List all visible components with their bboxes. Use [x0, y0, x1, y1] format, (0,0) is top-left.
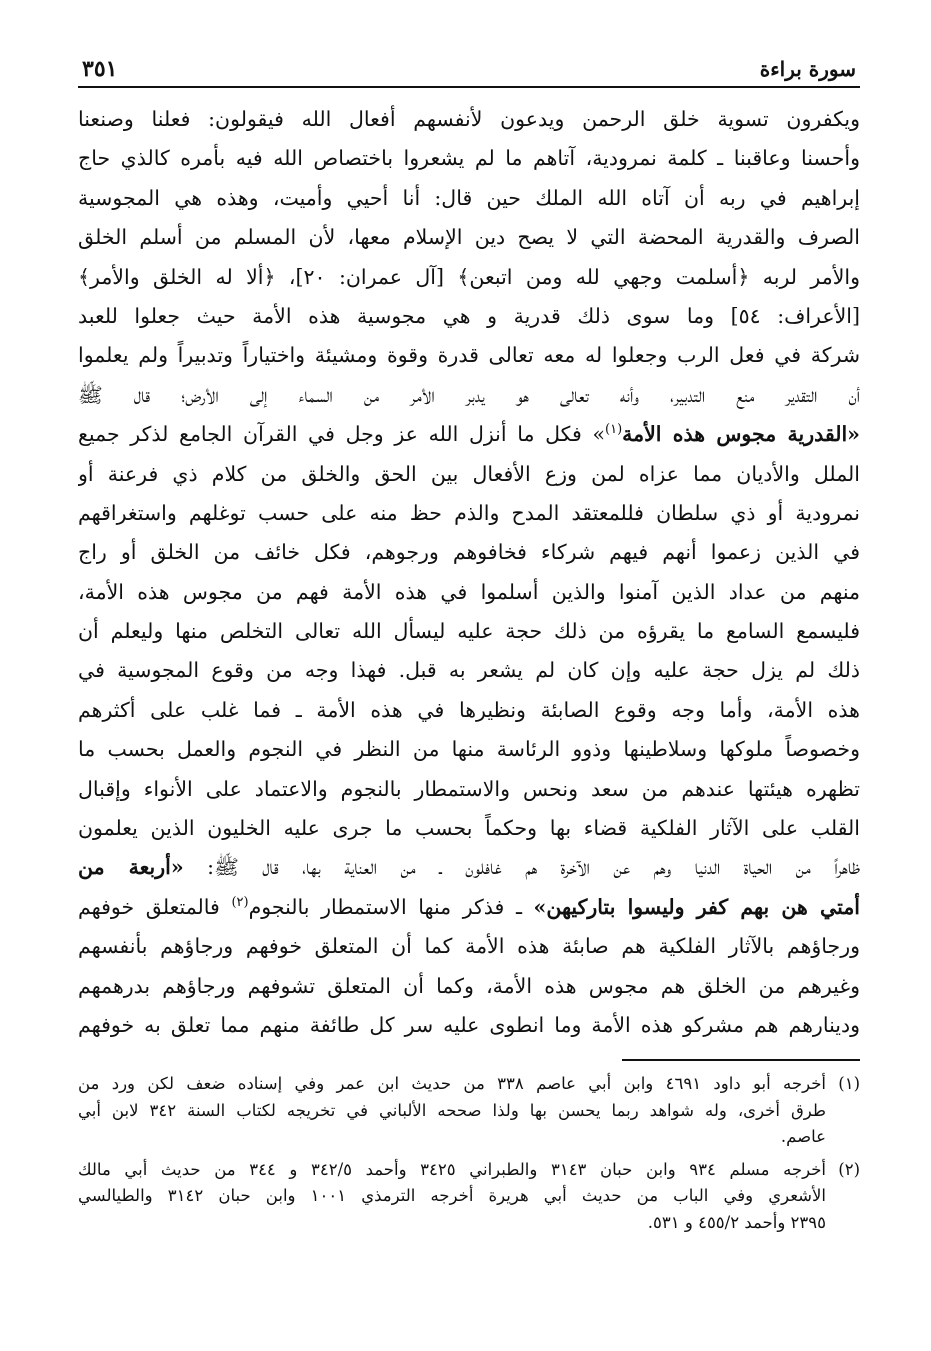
text-line [78, 612, 860, 651]
surah-title: سورة براءة [759, 57, 856, 81]
text-segment: تظهره هيئتها عندهم من سعد ونحس والاستمطار بالنجوم والاعتماد على الأنواء وإقبال [78, 776, 860, 801]
text-segment: فالمتعلق خوفهم [78, 894, 232, 919]
text-line [78, 651, 860, 690]
text-segment: » فكل ما أنزل الله عز وجل في القرآن الجامع لذكر جميع [78, 422, 605, 447]
footnote-marker: (١) [605, 422, 623, 438]
text-segment: ودينارهم هم مشركو هذه الأمة وما انطوى عليه سر كل طائفة منهم مما تعلق به خوفهم [78, 1012, 860, 1037]
footnote-line: ٢٣٩٥ وأحمد ٤٥٥/٢ و ٥٣١. [647, 1212, 826, 1232]
footnote-line: طرق أخرى، وله شواهد ربما يحسن بها ولذا صححه الألباني في تخريجه لكتاب السنة ٣٤٢ لابن أبي [78, 1100, 826, 1120]
text-segment: فليسمع السامع ما يقرؤه من ذلك حجة عليه ليسأل الله تعالى التخلص منها وليعلم أن [78, 619, 860, 644]
text-segment: أن التقدير منع التدبير، وأنه تعالى هو يدبر الأمر من السماء إلى الأرض؛ قال ﷺ [78, 382, 860, 407]
text-line [78, 573, 860, 612]
text-line [78, 809, 860, 848]
text-line [78, 967, 860, 1006]
text-segment: والأمر لربه ﴿أسلمت وجهي لله ومن اتبعن﴾ [آل عمران: ٢٠]، ﴿ألا له الخلق والأمر﴾ [78, 264, 860, 289]
text-line [78, 494, 860, 533]
text-line [78, 139, 860, 178]
page-number: ٣٥١ [82, 56, 118, 82]
text-segment: ورجاؤهم بالآثار الفلكية هم صابئة هذه الأمة كما أن المتعلق خوفهم ورجاؤهم بأنفسهم [78, 934, 860, 959]
hadith-quote: «أربعة من [78, 855, 184, 880]
text-line [78, 848, 860, 887]
text-line [78, 888, 860, 927]
text-segment: ظاهراً من الحياة الدنيا وهم عن الآخرة هم غافلون ـ من العناية بها، قال ﷺ: [183, 855, 860, 880]
text-line [78, 415, 860, 454]
text-segment: الصرف والقدرية المحضة التي لا يصح دين الإسلام معها، لأن المسلم من أسلم الخلق [78, 225, 860, 250]
text-segment: ـ فذكر منها الاستمطار بالنجوم [248, 894, 534, 919]
text-segment: ذلك لم يزل حجة عليه وإن كان لم يشعر به قبل. فهذا وجه من وقوع المجوسية في [78, 658, 860, 683]
footnote [78, 1071, 860, 1151]
text-line [78, 691, 860, 730]
text-line [78, 533, 860, 572]
text-segment: [الأعراف: ٥٤] وما سوى ذلك قدرية و هي مجوسية هذه الأمة حيث جعلوا للعبد [78, 303, 860, 328]
text-line [78, 770, 860, 809]
hadith-quote: «القدرية مجوس هذه الأمة [622, 422, 860, 447]
text-segment: نمرودية أو ذي سلطان فللمعتقد المدح والذم حظ منه على حسب توغلهم واستغراقهم [78, 500, 860, 525]
text-line [78, 730, 860, 769]
footnote [78, 1157, 860, 1237]
text-line [78, 376, 860, 415]
text-segment: وأحسنا وعاقبنا ـ كلمة نمرودية، آتاهم ما لم يشعروا باختصاص الله فيه بأمره كالذي حاج [78, 146, 860, 171]
text-segment: منهم من عداد الذين آمنوا والذين أسلموا في هذه الأمة فهم من مجوس هذه الأمة، [78, 579, 860, 604]
text-line [78, 179, 860, 218]
footnote-number: (٢) [838, 1159, 860, 1179]
text-line [78, 336, 860, 375]
text-segment: وخصوصاً ملوكها وسلاطينها وذوو الرئاسة منها من النظر في النجوم والعمل بحسب ما [78, 737, 860, 762]
footnote-body [78, 1157, 826, 1237]
footnote-marker: (٢) [231, 894, 249, 910]
hadith-quote: أمتي هن بهم كفر وليسوا بتاركيهن» [533, 894, 860, 919]
footnote-line: عاصم. [780, 1127, 826, 1147]
text-line [78, 1006, 860, 1045]
text-line [78, 455, 860, 494]
text-segment: ويكفرون تسوية خلق الرحمن ويدعون لأنفسهم أفعال الله فيقولون: فعلنا وصنعنا [78, 107, 860, 131]
running-head [78, 56, 860, 88]
text-segment: إبراهيم في ربه أن آتاه الله الملك حين قال: أنا أحيي وأميت، وهذه هي المجوسية [78, 185, 860, 210]
text-line [78, 100, 860, 139]
text-segment: القلب على الآثار الفلكية قضاء بها وحكماً بحسب ما جرى عليه الخليون الذين يعلمون [78, 816, 860, 841]
text-segment: هذه الأمة، وأما وجه وقوع الصابئة ونظيرها في هذه الأمة ـ فما غلب على أكثرهم [78, 697, 860, 722]
footnote-number: (١) [838, 1074, 860, 1094]
main-text [78, 100, 860, 1045]
text-segment: الملل والأديان مما عزاه لمن وزع الأفعال بين الحق والخلق من كلام ذي فرعنة أو [78, 461, 860, 486]
text-line [78, 927, 860, 966]
text-line [78, 297, 860, 336]
footnote-line: أخرجه مسلم ٩٣٤ وابن حبان ٣١٤٣ والطبراني ٣٤٢٥ وأحمد ٣٤٢/٥ و ٣٤٤ من حديث أبي مالك [78, 1159, 826, 1179]
text-segment: شركة في فعل الرب وجعلوا له معه تعالى قدرة وقوة ومشيئة واختياراً وتدبيراً ولم يعلموا [78, 343, 860, 368]
book-page [78, 56, 860, 1242]
text-segment: وغيرهم من الخلق هم مجوس هذه الأمة، وكما أن المتعلق تشوفهم ورجاؤهم بدرهمهم [78, 973, 860, 998]
text-line [78, 258, 860, 297]
footnotes [78, 1071, 860, 1236]
text-line [78, 218, 860, 257]
footnote-line: أخرجه أبو داود ٤٦٩١ وابن أبي عاصم ٣٣٨ من حديث ابن عمر وفي إسناده ضعف لكن ورد من [78, 1074, 826, 1094]
footnote-line: الأشعري وفي الباب من حديث أبي هريرة أخرجه الترمذي ١٠٠١ وابن حبان ٣١٤٢ والطيالسي [78, 1186, 826, 1206]
text-segment: في الذين زعموا أنهم فيهم شركاء فخافوهم ورجوهم، فكل خائف من الخلق أو راج [78, 540, 860, 565]
footnote-body [78, 1071, 826, 1151]
footnote-divider [622, 1059, 860, 1061]
